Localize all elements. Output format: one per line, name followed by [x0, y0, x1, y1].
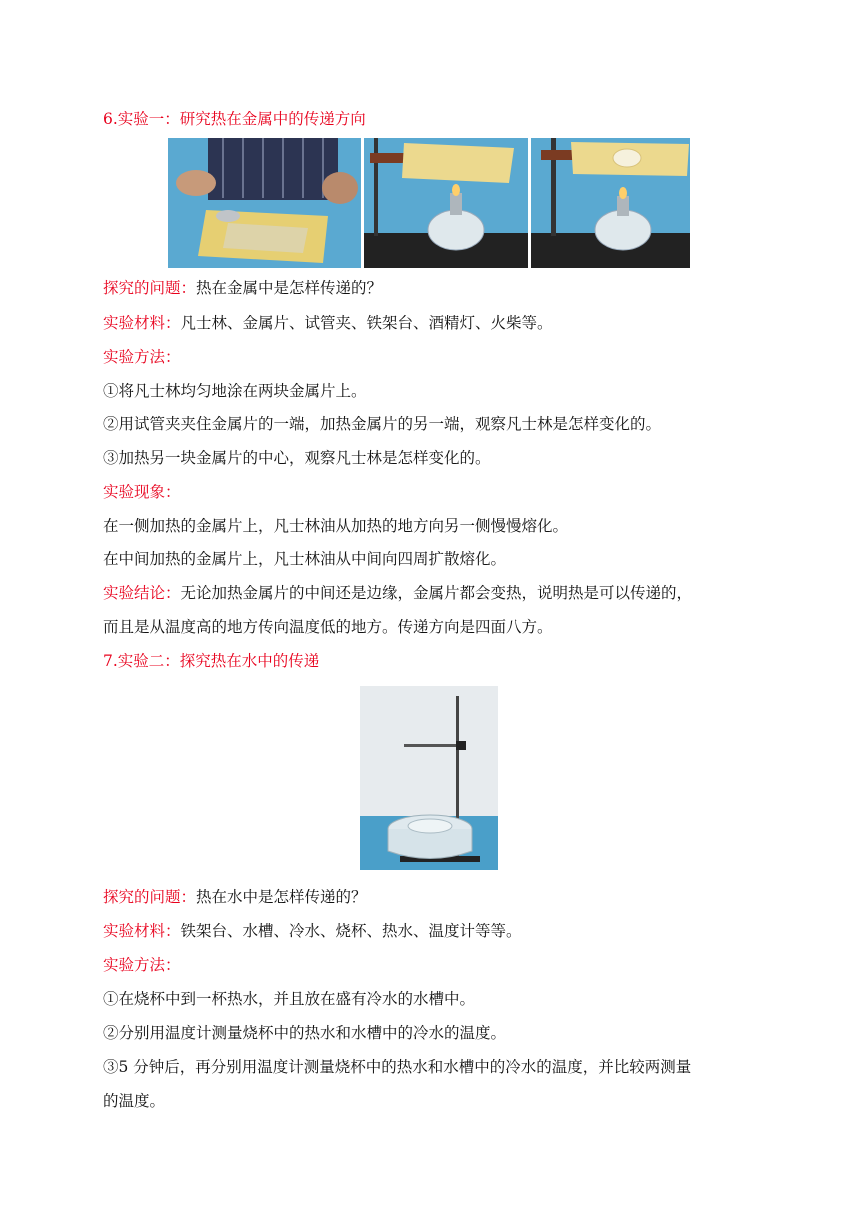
conclusion-row	[103, 582, 692, 604]
section-7-heading: 7.实验二：探究热在水中的传递	[103, 652, 320, 670]
conclusion-text: 无论加热金属片的中间还是边缘，金属片都会变热，说明热是可以传递的，	[180, 584, 693, 602]
conclusion-text-continued: 而且是从温度高的地方传向温度低的地方。传递方向是四面八方。	[103, 618, 553, 636]
materials-label: 实验材料：	[103, 922, 181, 940]
method-step: ③5 分钟后，再分别用温度计测量烧杯中的热水和水槽中的冷水的温度，并比较两测量	[103, 1058, 692, 1076]
question-row-2	[103, 886, 367, 908]
question-text: 热在金属中是怎样传递的？	[196, 279, 383, 297]
materials-text: 凡士林、金属片、试管夹、铁架台、酒精灯、火柴等。	[180, 314, 553, 332]
materials-row-1	[103, 312, 553, 334]
phenomenon-text: 在中间加热的金属片上，凡士林油从中间向四周扩散熔化。	[103, 550, 507, 568]
photo-heat-centre	[531, 138, 690, 268]
question-row-1	[103, 277, 382, 299]
question-label: 探究的问题：	[103, 888, 197, 906]
photo-hands-spreading-vaseline	[168, 138, 361, 268]
phenomenon-text: 在一侧加热的金属片上，凡士林油从加热的地方向另一侧慢慢熔化。	[103, 517, 569, 535]
method-step: ①在烧杯中到一杯热水，并且放在盛有冷水的水槽中。	[103, 990, 476, 1008]
method-step: ①将凡士林均匀地涂在两块金属片上。	[103, 382, 367, 400]
materials-label: 实验材料：	[103, 314, 181, 332]
method-step-continued: 的温度。	[103, 1092, 166, 1110]
method-label-1: 实验方法：	[103, 348, 181, 366]
question-label: 探究的问题：	[103, 279, 197, 297]
photo-water-trough-stand	[360, 686, 498, 870]
method-step: ③加热另一块金属片的中心，观察凡士林是怎样变化的。	[103, 449, 491, 467]
section-6-heading: 6.实验一：研究热在金属中的传递方向	[103, 110, 366, 128]
photo-heat-one-end	[364, 138, 528, 268]
question-text: 热在水中是怎样传递的？	[196, 888, 367, 906]
experiment-1-photos	[168, 138, 690, 268]
method-step: ②用试管夹夹住金属片的一端，加热金属片的另一端，观察凡士林是怎样变化的。	[103, 415, 662, 433]
method-label-2: 实验方法：	[103, 956, 181, 974]
materials-text: 铁架台、水槽、冷水、烧杯、热水、温度计等等。	[180, 922, 522, 940]
conclusion-label: 实验结论：	[103, 584, 181, 602]
phenomenon-label: 实验现象：	[103, 483, 181, 501]
method-step: ②分别用温度计测量烧杯中的热水和水槽中的冷水的温度。	[103, 1024, 507, 1042]
materials-row-2	[103, 920, 522, 942]
